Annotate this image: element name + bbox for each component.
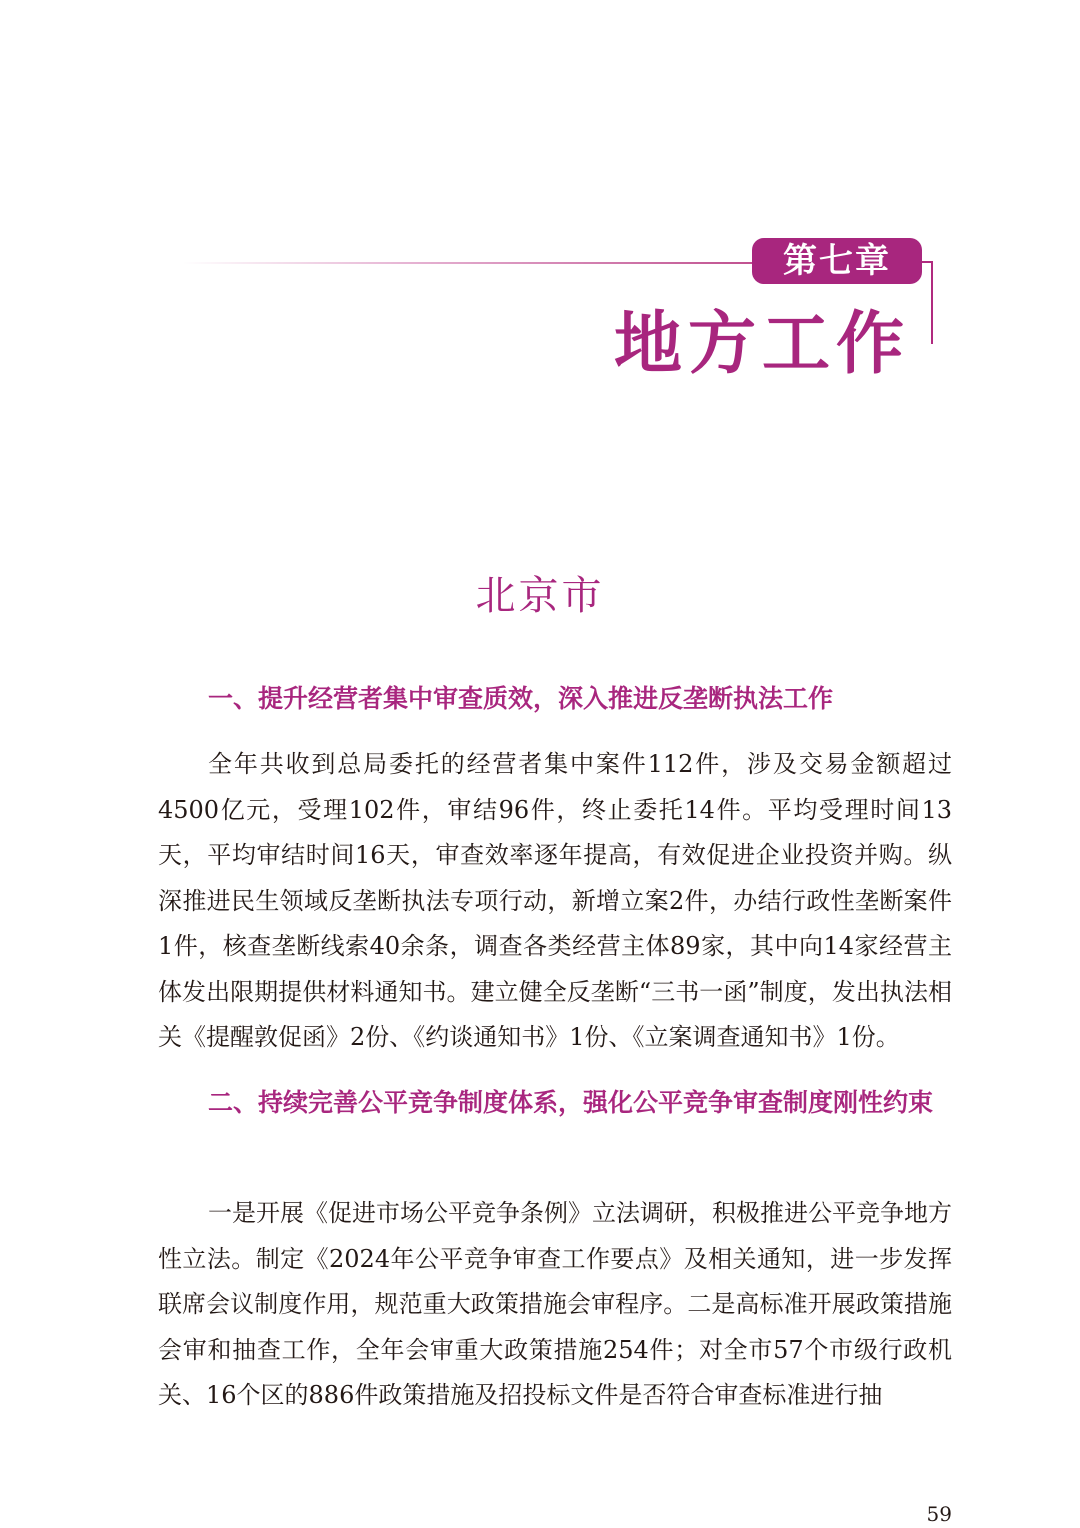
section-paragraph-1: 全年共收到总局委托的经营者集中案件112件，涉及交易金额超过4500亿元，受理102件，审结96件，终止委托14件。平均受理时间13天，平均审结时间16天，审查效率逐年提高，有效促进企业投资并购。纵深推进民生领域反垄断执法专项行动，新增立案2件，办结行政性垄断案件1件，核查垄断线索40余条，调查各类经营主体89家，其中向14家经营主体发出限期提供材料通知书。建立健全反垄断“三书一函”制度，发出执法相关《提醒敦促函》2份、《约谈通知书》1份、《立案调查通知书》1份。 [158, 750, 952, 1051]
chapter-decor-vertical-line [931, 262, 933, 344]
section-paragraph-2: 一是开展《促进市场公平竞争条例》立法调研，积极推进公平竞争地方性立法。制定《2024年公平竞争审查工作要点》及相关通知，进一步发挥联席会议制度作用，规范重大政策措施会审程序。二是高标准开展政策措施会审和抽查工作，全年会审重大政策措施254件；对全市57个市级行政机关、16个区的886件政策措施及招投标文件是否符合审查标准进行抽 [158, 1199, 952, 1409]
chapter-number-badge: 第七章 [752, 238, 922, 284]
section-city-title: 北京市 [475, 573, 605, 619]
section-heading-2: 二、持续完善公平竞争制度体系，强化公平竞争审查制度刚性约束 [208, 1088, 934, 1117]
chapter-title: 地方工作 [613, 305, 910, 384]
page-number: 59 [926, 1502, 952, 1526]
chapter-decor-line [182, 262, 754, 264]
section-heading-1: 一、提升经营者集中审查质效，深入推进反垄断执法工作 [208, 684, 834, 713]
